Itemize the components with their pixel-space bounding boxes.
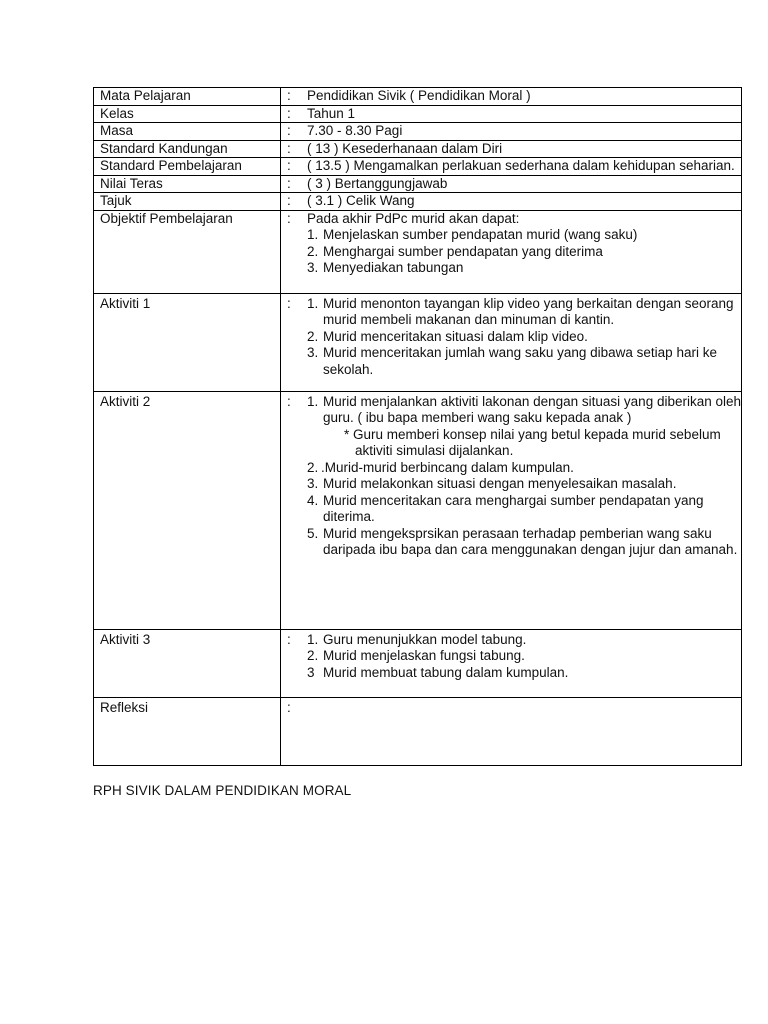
rph-table bbox=[93, 87, 742, 766]
row-standard-kandungan bbox=[94, 140, 742, 158]
list-item bbox=[307, 665, 741, 682]
colon: : bbox=[287, 210, 291, 226]
value-mata-pelajaran: Pendidikan Sivik ( Pendidikan Moral ) bbox=[307, 88, 531, 103]
colon: : bbox=[287, 295, 291, 311]
item-number: 3. bbox=[307, 260, 319, 275]
item-number: 2. bbox=[307, 648, 319, 663]
item-text: Murid menceritakan situasi dalam klip video. bbox=[323, 328, 588, 344]
item-text: Menghargai sumber pendapatan yang diterima bbox=[323, 243, 603, 259]
row-mata-pelajaran bbox=[94, 88, 742, 106]
value-nilai-teras: ( 3 ) Bertanggungjawab bbox=[307, 175, 448, 191]
value-cell-aktiviti-1 bbox=[281, 293, 742, 391]
item-number: 1. bbox=[307, 393, 319, 409]
colon: : bbox=[287, 140, 291, 156]
label-mata-pelajaran: Mata Pelajaran bbox=[94, 88, 281, 106]
colon: : bbox=[287, 193, 291, 208]
list-item bbox=[307, 227, 741, 244]
row-standard-pembelajaran bbox=[94, 158, 742, 176]
list-item bbox=[307, 260, 741, 277]
label-kelas: Kelas bbox=[94, 105, 281, 123]
objektif-intro: Pada akhir PdPc murid akan dapat: bbox=[307, 210, 520, 226]
item-number: 1. bbox=[307, 227, 319, 242]
label-aktiviti-1: Aktiviti 1 bbox=[94, 293, 281, 391]
list-item bbox=[307, 493, 741, 526]
item-number: 3 bbox=[307, 664, 315, 680]
value-cell-nilai-teras bbox=[281, 175, 742, 193]
value-cell-objektif bbox=[281, 210, 742, 293]
item-number: 2. bbox=[307, 459, 319, 475]
item-text: .Murid-murid berbincang dalam kumpulan. bbox=[321, 459, 574, 475]
value-cell-standard-kandungan bbox=[281, 140, 742, 158]
list-item bbox=[307, 244, 741, 261]
value-cell-standard-pembelajaran bbox=[281, 158, 742, 176]
list-item bbox=[307, 329, 741, 346]
value-cell-kelas bbox=[281, 105, 742, 123]
row-kelas bbox=[94, 105, 742, 123]
item-text: Murid membuat tabung dalam kumpulan. bbox=[323, 664, 569, 680]
colon: : bbox=[287, 393, 291, 409]
colon: : bbox=[287, 175, 291, 191]
item-number: 5. bbox=[307, 525, 319, 541]
list-item bbox=[307, 460, 741, 477]
value-cell-mata-pelajaran bbox=[281, 88, 742, 106]
value-tajuk: ( 3.1 ) Celik Wang bbox=[307, 193, 415, 208]
item-number: 3. bbox=[307, 345, 319, 360]
row-nilai-teras bbox=[94, 175, 742, 193]
colon: : bbox=[287, 631, 291, 647]
item-number: 2. bbox=[307, 328, 319, 344]
value-cell-aktiviti-3 bbox=[281, 629, 742, 697]
list-item bbox=[307, 632, 741, 649]
label-refleksi: Refleksi bbox=[94, 697, 281, 765]
label-standard-kandungan: Standard Kandungan bbox=[94, 140, 281, 158]
item-text: Murid menjalankan aktiviti lakonan dengan situasi yang diberikan oleh guru. ( ibu bapa memberi wang saku kepada anak ) bbox=[323, 393, 742, 425]
item-text: Guru menunjukkan model tabung. bbox=[323, 631, 527, 647]
item-number: 3. bbox=[307, 476, 319, 491]
item-text: Murid menceritakan cara menghargai sumber pendapatan yang diterima. bbox=[323, 492, 704, 524]
item-text: Menjelaskan sumber pendapatan murid (wang saku) bbox=[323, 227, 638, 242]
colon: : bbox=[287, 699, 291, 715]
aktiviti-2-list bbox=[307, 394, 741, 559]
item-text: Murid menceritakan jumlah wang saku yang dibawa setiap hari ke sekolah. bbox=[323, 345, 717, 377]
list-item bbox=[307, 394, 741, 460]
colon: : bbox=[287, 88, 291, 103]
aktiviti-3-list bbox=[307, 632, 741, 682]
aktiviti-1-list bbox=[307, 296, 741, 379]
value-kelas: Tahun 1 bbox=[307, 105, 356, 121]
row-tajuk bbox=[94, 193, 742, 211]
item-number: 1. bbox=[307, 631, 319, 647]
value-cell-tajuk bbox=[281, 193, 742, 211]
value-cell-masa bbox=[281, 123, 742, 141]
value-standard-pembelajaran: ( 13.5 ) Mengamalkan perlakuan sederhana dalam kehidupan seharian. bbox=[307, 158, 735, 173]
value-cell-refleksi bbox=[281, 697, 742, 765]
list-item bbox=[307, 345, 741, 378]
colon: : bbox=[287, 158, 291, 173]
list-item bbox=[307, 476, 741, 493]
item-text: Murid menjelaskan fungsi tabung. bbox=[323, 648, 525, 663]
item-text: Murid melakonkan situasi dengan menyelesaikan masalah. bbox=[323, 476, 677, 491]
list-item bbox=[307, 296, 741, 329]
value-standard-kandungan: ( 13 ) Kesederhanaan dalam Diri bbox=[307, 140, 503, 156]
teacher-note: * Guru memberi konsep nilai yang betul kepada murid sebelum aktiviti simulasi dijalankan. bbox=[344, 426, 721, 458]
row-objektif bbox=[94, 210, 742, 293]
item-number: 2. bbox=[307, 243, 319, 259]
colon: : bbox=[287, 123, 291, 138]
item-text: Menyediakan tabungan bbox=[323, 260, 464, 275]
label-aktiviti-2: Aktiviti 2 bbox=[94, 391, 281, 629]
row-refleksi bbox=[94, 697, 742, 765]
label-tajuk: Tajuk bbox=[94, 193, 281, 211]
label-objektif: Objektif Pembelajaran bbox=[94, 210, 281, 293]
objektif-list bbox=[307, 227, 741, 277]
value-cell-aktiviti-2 bbox=[281, 391, 742, 629]
item-text: Murid menonton tayangan klip video yang berkaitan dengan seorang murid membeli makanan dan minuman di kantin. bbox=[323, 295, 734, 327]
row-aktiviti-3 bbox=[94, 629, 742, 697]
label-nilai-teras: Nilai Teras bbox=[94, 175, 281, 193]
value-masa: 7.30 - 8.30 Pagi bbox=[307, 123, 403, 138]
row-aktiviti-1 bbox=[94, 293, 742, 391]
item-number: 1. bbox=[307, 295, 319, 311]
list-item bbox=[307, 648, 741, 665]
row-masa bbox=[94, 123, 742, 141]
label-masa: Masa bbox=[94, 123, 281, 141]
item-text: Murid mengeksprsikan perasaan terhadap pemberian wang saku daripada ibu bapa dan cara menggunakan dengan jujur dan amanah. bbox=[323, 525, 738, 557]
label-aktiviti-3: Aktiviti 3 bbox=[94, 629, 281, 697]
item-number: 4. bbox=[307, 492, 319, 508]
list-item bbox=[307, 526, 741, 559]
document-footer: RPH SIVIK DALAM PENDIDIKAN MORAL bbox=[93, 783, 352, 798]
row-aktiviti-2 bbox=[94, 391, 742, 629]
colon: : bbox=[287, 105, 291, 121]
label-standard-pembelajaran: Standard Pembelajaran bbox=[94, 158, 281, 176]
